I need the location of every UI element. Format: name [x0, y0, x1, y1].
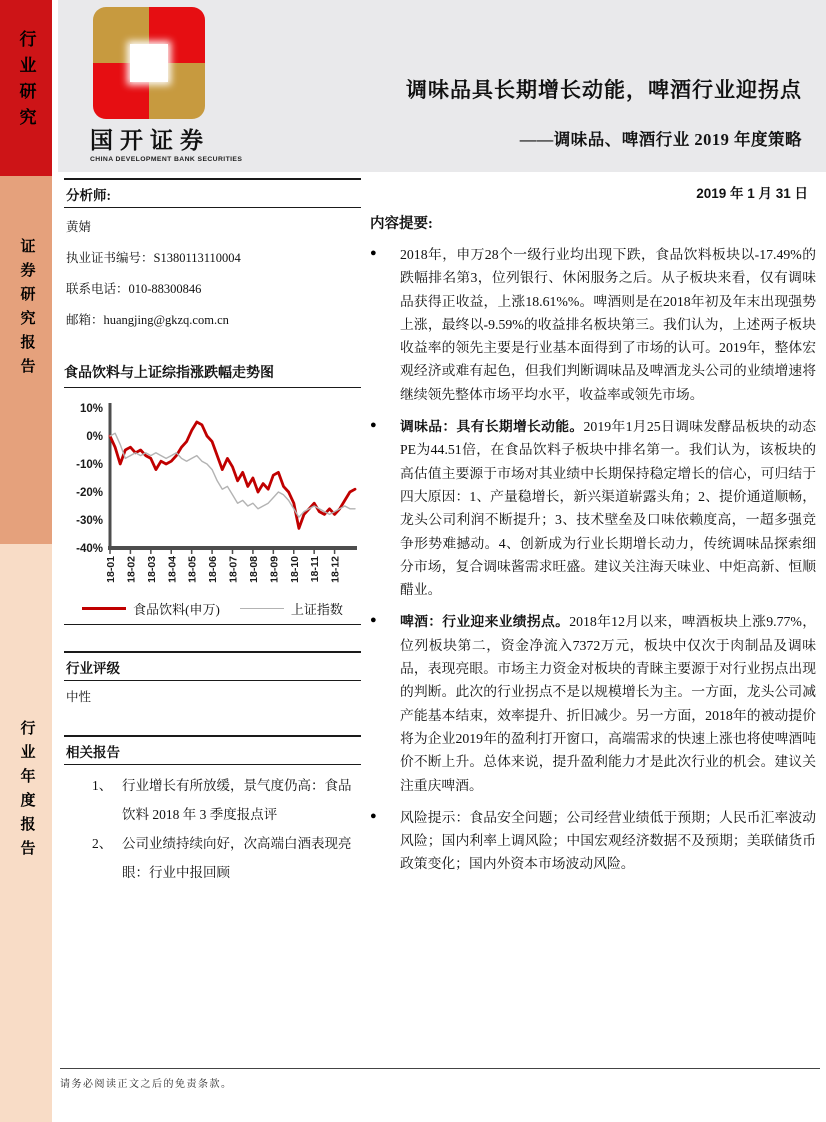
- sidebar-segment-industry-research: [0, 0, 52, 176]
- svg-text:18-02: 18-02: [125, 556, 138, 583]
- svg-text:18-06: 18-06: [207, 556, 220, 583]
- rating-heading: 行业评级: [64, 651, 361, 681]
- related-report-title: 行业增长有所放缓，景气度仍高：食品饮料 2018 年 3 季度报点评: [122, 778, 352, 822]
- company-logo-icon: [93, 7, 205, 119]
- svg-text:18-12: 18-12: [329, 556, 342, 583]
- legend-item: [240, 599, 343, 618]
- sidebar-label-industry-annual-report: 行业年度报告: [18, 720, 35, 864]
- legend-label: 食品饮料(申万): [133, 602, 220, 617]
- bullet-icon: ●: [370, 809, 377, 822]
- analyst-heading: 分析师:: [64, 178, 361, 208]
- bullet-lead: 啤酒：行业迎来业绩拐点。: [400, 614, 570, 630]
- brand-subname: CHINA DEVELOPMENT BANK SECURITIES: [90, 156, 243, 163]
- side-rail: [0, 0, 52, 1122]
- bullet-text: 风险提示：食品安全问题；公司经营业绩低于预期；人民币汇率波动风险；国内利率上调风险；中国宏观经济数据不及预期；美联储货币政策变化；国内外资本市场波动风险。: [400, 809, 816, 872]
- report-subtitle: ——调味品、啤酒行业 2019 年度策略: [519, 130, 802, 149]
- related-report-number: 2、: [92, 836, 113, 851]
- related-reports-heading: 相关报告: [64, 735, 361, 765]
- analyst-info: [64, 208, 361, 336]
- analyst-line: 执业证书编号：S1380113110004: [66, 251, 241, 265]
- svg-text:10%: 10%: [79, 403, 103, 415]
- brand-block: [90, 7, 243, 163]
- svg-text:18-05: 18-05: [186, 556, 199, 583]
- bullet-text: 调味品：具有长期增长动能。2019年1月25日调味发酵品板块的动态PE为44.51倍，在食品饮料子板块中排名第一。我们认为，该板块的高估值主要源于市场对其业绩中长期保持稳定增长的信心，可归结于四大原因：1、产量稳增长，新兴渠道崭露头角；2、提价通道顺畅，龙头公司利润不断提升；3、技术壁垒及口味依赖度高，一超多强竞争形势难撼动。4、创新成为行业长期增长动力，传统调味品探索细分市场，复合调味酱需求旺盛。建议关注海天味业、中炬高新、恒顺醋业。: [400, 419, 816, 598]
- legend-item: [82, 599, 220, 618]
- page-footer: [60, 1068, 820, 1090]
- summary-column: [370, 182, 816, 885]
- analyst-panel: [64, 178, 361, 336]
- analyst-line: 黄婧: [66, 220, 92, 234]
- svg-text:-40%: -40%: [76, 543, 103, 555]
- summary-bullet: [370, 806, 816, 876]
- svg-text:18-01: 18-01: [105, 556, 117, 583]
- svg-text:18-04: 18-04: [166, 556, 179, 583]
- svg-text:18-07: 18-07: [227, 556, 240, 583]
- chart-title: 食品饮料与上证综指涨跌幅走势图: [64, 360, 361, 388]
- summary-bullet: [370, 415, 816, 601]
- chart-legend: [64, 599, 361, 618]
- analyst-line: 联系电话：010-88300846: [66, 282, 202, 296]
- svg-text:-10%: -10%: [76, 459, 103, 471]
- svg-text:0%: 0%: [86, 431, 103, 443]
- brand-name: 国开证券: [90, 128, 210, 153]
- svg-text:18-03: 18-03: [145, 556, 158, 583]
- logo-center-white-square: [130, 44, 168, 82]
- sidebar-segment-industry-annual-report: [0, 544, 52, 1122]
- bullet-text: 2018年，申万28个一级行业均出现下跌，食品饮料板块以-17.49%的跌幅排名第3，位列银行、休闲服务之后。从子板块来看，仅有调味品获得正收益，上涨18.61%%。啤酒则是在2018年初及年末出现强势上涨，最终以-9.59%的收益排名板块第三。我们认为，上述两子板块收益率的领先主要是行业基本面得到了市场的认可。2019年，整体宏观经济或难有起色，但我们判断调味品及啤酒龙头公司的业绩增速将继续领先整体市场平均水平，收益率或领先市场。: [400, 247, 816, 402]
- summary-bullet: [370, 610, 816, 796]
- title-block: [242, 74, 802, 150]
- bullet-icon: ●: [370, 614, 377, 627]
- svg-text:-30%: -30%: [76, 515, 103, 527]
- related-report-title: 公司业绩持续向好，次高端白酒表现亮眼：行业中报回顾: [122, 836, 352, 880]
- svg-text:18-10: 18-10: [288, 556, 301, 583]
- trend-chart: [64, 388, 361, 618]
- summary-bullet: [370, 243, 816, 406]
- sidebar-label-securities-research-report: 证券研究报告: [18, 238, 35, 382]
- rating-value: 中性: [66, 690, 92, 704]
- bullet-lead: 调味品：具有长期增长动能。: [400, 419, 584, 435]
- sidebar-label-industry-research: 行业研究: [16, 30, 36, 134]
- disclaimer-text: 请务必阅读正文之后的免责条款。: [60, 1079, 233, 1090]
- bullet-icon: ●: [370, 419, 377, 432]
- related-report-item: [64, 771, 361, 829]
- analyst-line: 邮箱：huangjing@gkzq.com.cn: [66, 313, 229, 327]
- bullet-text: 啤酒：行业迎来业绩拐点。2018年12月以来，啤酒板块上涨9.77%，位列板块第二，资金净流入7372万元，板块中仅次于肉制品及调味品，表现亮眼。市场主力资金对板块的青睐主要源于对行业拐点出现的判断。此次的行业拐点不是以规模增长为主。一方面，龙头公司减产能基本结束，效率提升、折旧减少。另一方面，2018年的被动提价将为企业2019年的盈利打开窗口，高端需求的快速上涨也将使啤酒吨价不断上升。总体来说，提升盈利能力才是此次行业的机会。建议关注重庆啤酒。: [400, 614, 817, 793]
- svg-text:18-08: 18-08: [247, 556, 260, 583]
- bullet-icon: ●: [370, 247, 377, 259]
- trend-chart-panel: [64, 360, 361, 625]
- summary-bullet-list: [370, 243, 816, 876]
- report-header: [58, 0, 826, 172]
- related-report-item: [64, 829, 361, 887]
- svg-text:18-11: 18-11: [309, 556, 322, 583]
- industry-rating-panel: [64, 651, 361, 711]
- related-reports-panel: [64, 735, 361, 887]
- left-column: [64, 178, 361, 887]
- sidebar-segment-securities-research-report: [0, 176, 52, 544]
- line-chart-canvas: [64, 396, 361, 592]
- summary-heading: 内容提要:: [370, 216, 433, 232]
- legend-line-swatch: [240, 608, 284, 609]
- svg-text:-20%: -20%: [76, 487, 103, 499]
- legend-line-swatch: [82, 607, 126, 610]
- svg-text:18-09: 18-09: [268, 556, 281, 583]
- legend-label: 上证指数: [290, 602, 343, 617]
- report-date: 2019 年 1 月 31 日: [696, 186, 808, 201]
- related-reports-list: [64, 765, 361, 887]
- related-report-number: 1、: [92, 778, 113, 793]
- report-title: 调味品具长期增长动能，啤酒行业迎拐点: [406, 78, 802, 102]
